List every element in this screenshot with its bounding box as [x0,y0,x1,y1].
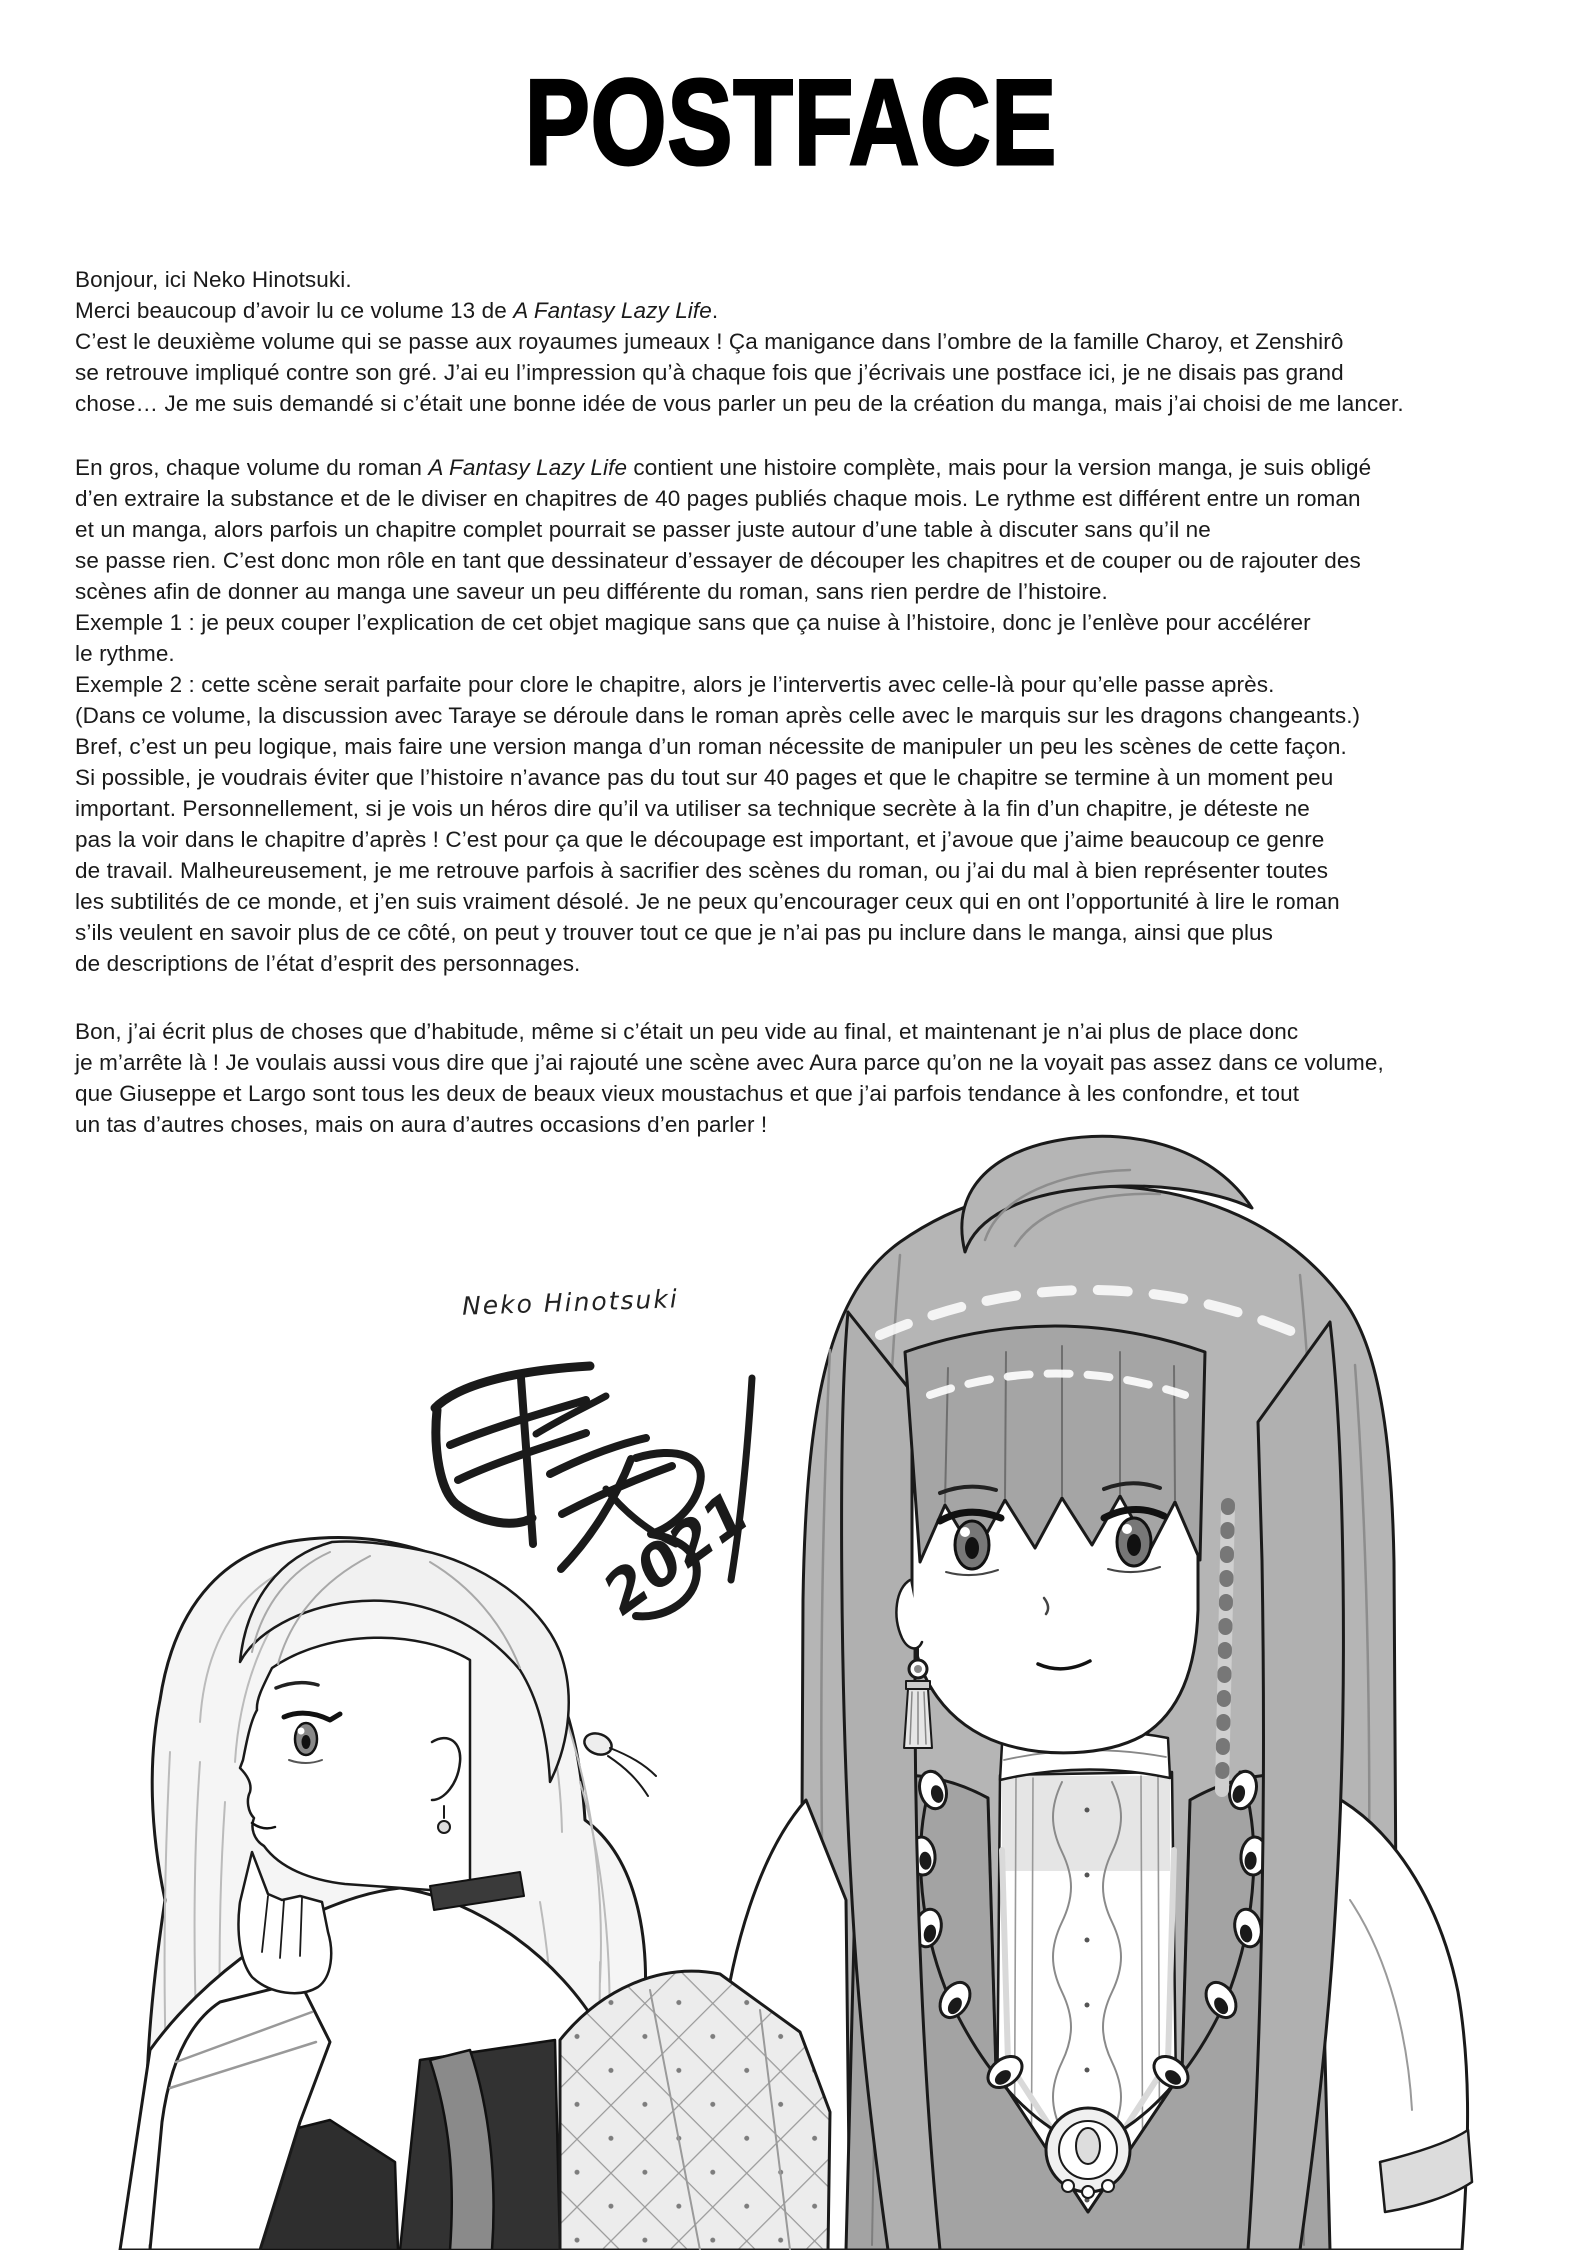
text-line: pas la voir dans le chapitre d’après ! C’est pour ça que le découpage est important, et j’avoue que j’aime beaucoup ce genre [75,827,1325,852]
tassel-cap [906,1681,930,1689]
page-title: POSTFACE [524,54,1058,190]
text-line: un tas d’autres choses, mais on aura d’autres occasions d’en parler ! [75,1112,768,1137]
text-line: Exemple 2 : cette scène serait parfaite pour clore le chapitre, alors je l’intervertis avec celle-là pour qu’elle passe après. [75,672,1275,697]
text-line: Si possible, je voudrais éviter que l’histoire n’avance pas du tout sur 40 pages et que le chapitre se termine à un moment peu [75,765,1334,790]
character-left-blonde-girl [120,1538,830,2250]
text-line: se passe rien. C’est donc mon rôle en tant que dessinateur d’essayer de découper les chapitres et de couper ou de rajouter des [75,548,1361,573]
illustration-two-characters [0,1100,1582,2250]
chest-shading [1002,1776,1170,1871]
text-line: que Giuseppe et Largo sont tous les deux de beaux vieux moustachus et que j’ai parfois tendance à les confondre, et tout [75,1081,1300,1106]
text-line: je m’arrête là ! Je voulais aussi vous dire que j’ai rajouté une scène avec Aura parce qu’on ne la voyait pas assez dans ce volume, [75,1050,1384,1075]
text-segment: En gros, chaque volume du roman [75,455,429,480]
eye-highlight [298,1728,305,1735]
eye-highlight-left [960,1527,970,1537]
text-line: Exemple 1 : je peux couper l’explication de cet objet magique sans que ça nuise à l’histoire, donc je l’enlève pour accélérer [75,610,1311,635]
eye-highlight-right [1122,1524,1132,1534]
text-line: de travail. Malheureusement, je me retrouve parfois à sacrifier des scènes du roman, ou j’ai du mal à bien représenter toutes [75,858,1329,883]
text-segment: Merci beaucoup d’avoir lu ce volume 13 de [75,298,514,323]
text-line: (Dans ce volume, la discussion avec Taraye se déroule dans le roman après celle avec le marquis sur les dragons changeants.) [75,703,1361,728]
author-signature-name: Neko Hinotsuki [461,1284,680,1321]
text-line: important. Personnellement, si je vois un héros dire qu’il va utiliser sa technique secrète à la fin d’un chapitre, je déteste ne [75,796,1310,821]
text-line: Bonjour, ici Neko Hinotsuki. [75,267,352,292]
text-segment: . [711,298,719,323]
paragraph-main [75,452,1535,979]
text-segment: contient une histoire complète, mais pour la version manga, je suis obligé [627,455,1372,480]
text-line: se retrouve impliqué contre son gré. J’ai eu l’impression qu’à chaque fois que j’écrivais une postface ici, je ne disais pas grand [75,360,1344,385]
paragraph-intro [75,264,1535,419]
text-line [75,452,1535,483]
text-line: et un manga, alors parfois un chapitre complet pourrait se passer juste autour d’une table à discuter sans qu’il ne [75,517,1211,542]
autograph-year: 2021 [590,1477,762,1628]
text-line: s’ils veulent en savoir plus de ce côté, on peut y trouver tout ce que je n’ai pas pu inclure dans le manga, ainsi que plus [75,920,1274,945]
novel-title: A Fantasy Lazy Life [428,455,628,480]
earring-drop [438,1821,450,1833]
text-line: de descriptions de l’état d’esprit des personnages. [75,951,581,976]
novel-title: A Fantasy Lazy Life [513,298,712,323]
text-line: Bon, j’ai écrit plus de choses que d’habitude, même si c’était un peu vide au final, et maintenant je n’ai plus de place donc [75,1019,1299,1044]
right-girl-braid-ticks [1222,1505,1228,1790]
character-right-dark-haired-girl [715,1136,1472,2250]
left-girl-hair-tie [581,1730,656,1796]
text-line: d’en extraire la substance et de le diviser en chapitres de 40 pages publiés chaque mois. Le rythme est différent entre un roman [75,486,1361,511]
pupil-right [1127,1534,1141,1556]
text-line: les subtilités de ce monde, et j’en suis vraiment désolé. Je ne peux qu’encourager ceux qui en ont l’opportunité à lire le roman [75,889,1340,914]
earring-disc-center [914,1665,922,1673]
pupil [302,1735,311,1749]
text-line: scènes afin de donner au manga une saveur un peu différente du roman, sans rien perdre de l’histoire. [75,579,1108,604]
text-line: le rythme. [75,641,175,666]
text-line [75,295,1535,326]
pupil-left [965,1537,979,1559]
text-line: chose… Je me suis demandé si c’était une bonne idée de vous parler un peu de la création du manga, mais j’ai choisi de me lancer. [75,391,1404,416]
text-line: Bref, c’est un peu logique, mais faire une version manga d’un roman nécessite de manipuler un peu les scènes de cette façon. [75,734,1347,759]
text-line: C’est le deuxième volume qui se passe aux royaumes jumeaux ! Ça manigance dans l’ombre de la famille Charoy, et Zenshirô [75,329,1344,354]
